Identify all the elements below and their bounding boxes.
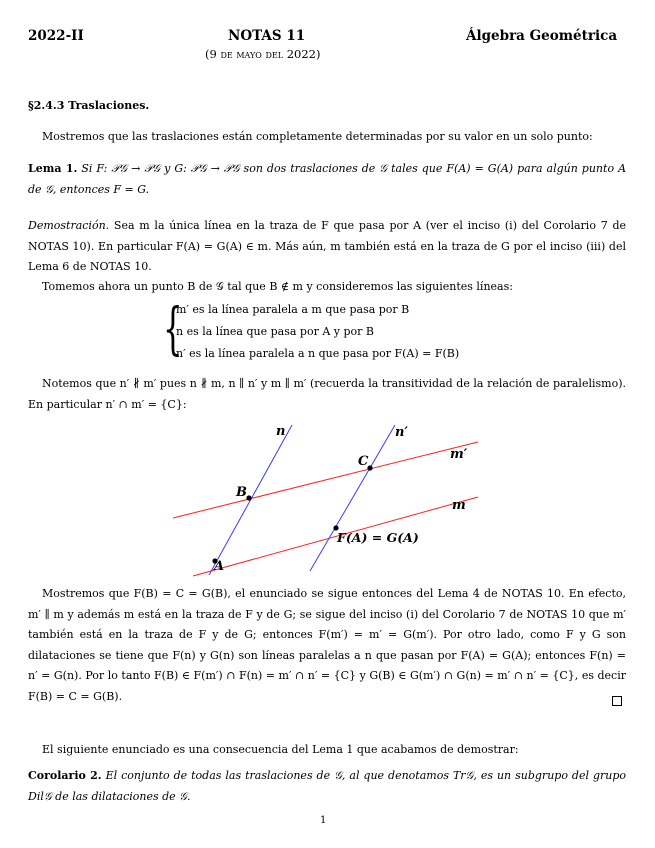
corollary-2 — [28, 766, 626, 807]
label-n-prime: n′ — [395, 425, 408, 440]
proof-text-1: Sea m la única línea en la traza de F que pasa por A (ver el inciso (i) del Corolario 7 de NOTAS 10). En particular F(A) = G(A) ∈ m. Más aún, m también está en la traza de G por el inciso (iii) del Lema 6 de NOTAS 10. — [28, 219, 626, 273]
label-m: m — [452, 498, 466, 513]
header-course: Álgebra Geométrica — [466, 28, 618, 44]
case-n-prime: n′ es la línea paralela a n que pasa por F(A) = F(B) — [176, 347, 460, 360]
line-n-prime — [310, 425, 395, 571]
header-date: (9 de mayo del 2022) — [205, 47, 321, 61]
page-number: 1 — [320, 815, 327, 826]
point-B — [246, 495, 251, 500]
header-title: NOTAS 11 — [228, 28, 306, 44]
proof-paragraph-4: Mostremos que F(B) = C = G(B), el enunciado se sigue entonces del Lema 4 de NOTAS 10. En efecto, m′ ∥ m y además m está en la traza de F y de G; se sigue del inciso (i) del Corolario 7 de NOTAS 10 que m′ también está en la traza de F y de G; entonces F(m′) = m′ = G(m′). Por otro lado, como F y G son dilataciones se tiene que F(n) y G(n) son líneas paralelas a n que pasan por F(A) = G(A); entonces F(n) = n′ = G(n). Por lo tanto F(B) ∈ F(m′) ∩ F(n) = m′ ∩ n′ = {C} y G(B) ∈ G(m′) ∩ G(n) = m′ ∩ n′ = {C}, es decir F(B) = C = G(B). — [28, 587, 626, 703]
label-C: C — [358, 454, 369, 469]
label-B: B — [236, 485, 247, 500]
proof-paragraph-2: Tomemos ahora un punto B de 𝒢 tal que B ∉ m y consideremos las siguientes líneas: — [42, 280, 513, 293]
corollary-text: El conjunto de todas las traslaciones de 𝒢, al que denotamos Tr𝒢, es un subgrupo del grupo Dil𝒢 de las dilataciones de 𝒢. — [28, 769, 627, 803]
label-A: A — [214, 559, 225, 574]
cases-brace: { — [163, 297, 183, 362]
label-FA: F(A) = G(A) — [337, 530, 419, 545]
section-title: §2.4.3 Traslaciones. — [28, 99, 150, 112]
line-m — [193, 497, 478, 576]
section-intro: Mostremos que las traslaciones están completamente determinadas por su valor en un solo punto: — [42, 130, 593, 143]
header-term: 2022-II — [28, 28, 84, 44]
case-n: n es la línea que pasa por A y por B — [176, 325, 374, 338]
corollary-label: Corolario 2. — [28, 769, 102, 782]
label-n: n — [276, 424, 286, 439]
proof-paragraph-3: Notemos que n′ ∦ m′ pues n ∦ m, n ∥ n′ y m ∥ m′ (recuerda la transitividad de la relación de paralelismo). En particular n′ ∩ m′ = {C}: — [28, 377, 626, 411]
case-m-prime: m′ es la línea paralela a m que pasa por B — [176, 303, 410, 316]
after-text: El siguiente enunciado es una consecuencia del Lema 1 que acabamos de demostrar: — [42, 743, 519, 756]
lemma-text: Si F: 𝒫𝒢 → 𝒫𝒢 y G: 𝒫𝒢 → 𝒫𝒢 son dos traslaciones de 𝒢 tales que F(A) = G(A) para algún punto A de 𝒢, entonces F = G. — [28, 162, 627, 196]
lemma-label: Lema 1. — [28, 162, 78, 175]
qed-box — [612, 696, 622, 706]
label-m-prime: m′ — [450, 447, 468, 462]
line-m-prime — [173, 442, 478, 518]
proof-label: Demostración. — [28, 219, 110, 232]
